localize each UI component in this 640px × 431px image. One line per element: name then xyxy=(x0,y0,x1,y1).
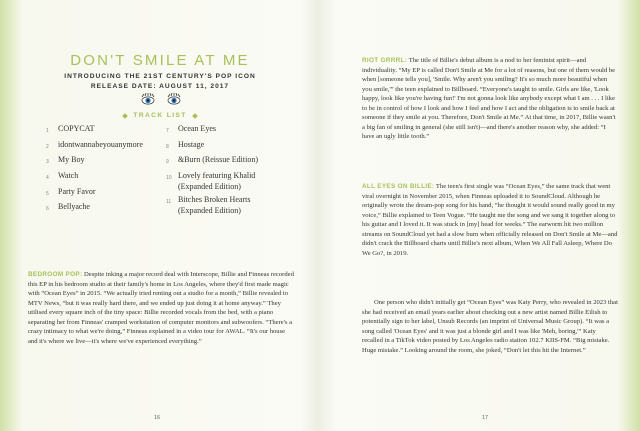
all-eyes-paragraph xyxy=(362,182,618,258)
track-title: Ocean Eyes xyxy=(178,124,216,133)
track-number: 11 xyxy=(166,199,172,206)
track-number: 10 xyxy=(166,175,172,182)
track-item xyxy=(46,140,166,153)
track-item xyxy=(46,155,166,168)
track-number: 2 xyxy=(46,143,49,150)
riot-grrrl-paragraph xyxy=(362,56,618,142)
track-number: 7 xyxy=(166,128,169,134)
tracklist-column-1 xyxy=(46,124,166,218)
track-number: 1 xyxy=(46,128,49,134)
eye-icon xyxy=(167,93,181,105)
track-item xyxy=(46,187,166,200)
page-number: 17 xyxy=(482,415,489,421)
track-number: 9 xyxy=(166,159,169,166)
subtitle: INTRODUCING THE 21ST CENTURY'S POP ICON xyxy=(64,73,256,80)
tracklist-heading xyxy=(40,112,280,119)
section-keyword: RIOT GRRRL: xyxy=(362,57,408,64)
tracklist-heading-label: TRACK LIST xyxy=(133,112,187,119)
track-title: Party Favor xyxy=(58,186,96,196)
track-item xyxy=(166,155,286,168)
track-title: &Burn (Reissue Edition) xyxy=(178,155,258,165)
tracklist-column-2 xyxy=(166,124,286,219)
katy-perry-paragraph: One person who didn't initially get “Ocean Eyes” was Katy Perry, who revealed in 2023 that she had received an email years earlier about checking out a new artist named Billie Eilish to potentially sign to her label, Unsub Records (an imprint of Universal Music Group). “It was a song called 'Ocean Eyes' and it was just a blonde girl and I was like 'Meh, boring,'” Katy recalled in a TikTok video posted by Los Angeles radio station 102.7 KIIS-FM. “Big mistake. Huge mistake.” Looking around the room, she joked, “Don't let this hit the Internet.” xyxy=(362,299,618,354)
track-number: 4 xyxy=(46,175,49,182)
diamond-icon xyxy=(192,113,198,119)
page-number: 16 xyxy=(154,415,161,421)
track-title: Bellyache xyxy=(58,202,90,212)
track-title: My Boy xyxy=(58,155,85,165)
track-number: 5 xyxy=(46,190,49,197)
release-date: RELEASE DATE: AUGUST 11, 2017 xyxy=(90,83,230,90)
track-number: 6 xyxy=(46,206,49,213)
bedroom-pop-paragraph xyxy=(28,270,294,346)
track-number: 3 xyxy=(46,159,49,166)
section-text: The teen's first single was “Ocean Eyes,” the same track that went viral overnight in November 2015, when Finneas uploaded it to SoundCloud. Although he originally wrote the dream-pop song for his band, “he thought it would sound really good in my voice,” Billie explained to Teen Vogue. “He taught me the song and we sang it together along to his guitar and I loved it. It was stuck in [my] head for weeks.” The earworm hit two million streams on SoundCloud yet had a slow burn when officially released on Don't Smile at Me—and didn't crack the Billboard charts until Billie's next album, When We All Fall Asleep, Where Do We Go?, in 2019. xyxy=(362,183,618,257)
track-title: idontwannabeyouanymore xyxy=(58,139,143,149)
track-item xyxy=(46,124,166,137)
section-text: The title of Billie's debut album is a nod to her feminist spirit—and individuality. “My EP is called Don't Smile at Me for a lot of reasons, but one of them would be when [someone tells you], 'Smile. Why aren't you smiling? It's so much more beautiful when you smile,'” the teen explained to Billboard. “Everyone's taught to smile. Girls are like, 'Look happy, look like you're having fun!' I'm not gonna look like anybody except what I am . . . I like to be in control of how I look and how I feel and how I act and the obligation is to smile back at someone if they smile at you. Therefore, Don't Smile at Me.” At that time, in 2017, Billie wasn't a big fan of smiling in general (she still isn't)—and there's another reason why, she added: “I have an ugly little tooth.” xyxy=(362,57,616,141)
track-item xyxy=(166,140,286,153)
section-text: Despite inking a major record deal with Interscope, Billie and Finneas recorded this EP in his bedroom studio at their family's home in Los Angeles, where they'd first made magic with “Ocean Eyes” in 2015. “We actually tried renting out a studio for a month,” Billie revealed to MTV News, “but it was really hard there, and we ended up just doing it at home anyway.” They utilised every square inch of the tiny space: Billie recorded vocals from the bed, with a piano separating her from Finneas' cramped workstation of computer monitors and subwoofers. “There's a crazy intimacy to what we're doing,” Finneas explained in a video tour for AWAL. “It's our house and it's where we live—it's where we've experienced everything.” xyxy=(28,271,294,345)
track-item xyxy=(166,124,286,137)
track-title: Hostage xyxy=(178,139,205,149)
diamond-icon xyxy=(122,113,128,119)
track-title: Lovely featuring Khalid (Expanded Edition) xyxy=(178,171,256,191)
track-title: COPYCAT xyxy=(58,124,95,133)
track-item xyxy=(46,202,166,215)
page-title: DON'T SMILE AT ME xyxy=(70,52,250,69)
eye-icon xyxy=(141,93,155,105)
track-title: Bitches Broken Hearts (Expanded Edition) xyxy=(178,195,251,215)
track-item xyxy=(46,171,166,184)
section-keyword: ALL EYES ON BILLIE: xyxy=(362,183,435,190)
track-title: Watch xyxy=(58,171,79,181)
track-item xyxy=(166,195,286,216)
eyes-ornament xyxy=(141,93,181,107)
section-keyword: BEDROOM POP: xyxy=(28,271,83,278)
track-item xyxy=(166,171,286,192)
track-number: 8 xyxy=(166,143,169,150)
